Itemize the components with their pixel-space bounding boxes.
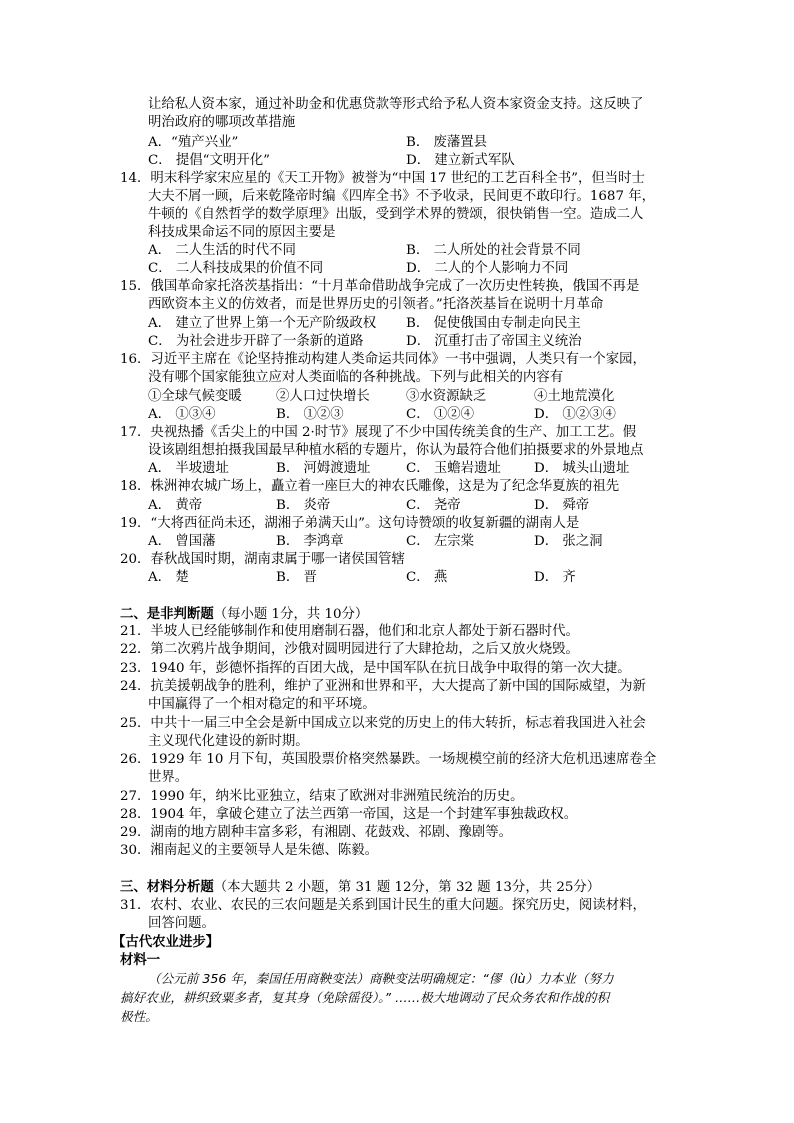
section-2-note: （每小题 1分，共 10分） <box>213 607 369 622</box>
q14-option-b: B． 二人所处的社会背景不同 <box>406 243 581 258</box>
q14-option-a: A． 二人生活的时代不同 <box>148 243 296 258</box>
material-1-line-3: 极性。 <box>120 1009 158 1024</box>
q20-option-c: C． 燕 <box>406 570 448 585</box>
q18-option-d: D． 舜帝 <box>534 498 590 513</box>
q14-option-d: D． 二人的个人影响力不同 <box>406 261 569 276</box>
q20-text-line-1: 20．春秋战国时期，湖南隶属于哪一诸侯国管辖 <box>120 552 405 567</box>
q13-option-d: D． 建立新式军队 <box>406 153 515 168</box>
q30-text: 30．湘南起义的主要领导人是朱德、陈毅。 <box>120 843 379 858</box>
q22-text: 22．第二次鸦片战争期间，沙俄对圆明园进行了大肆抢劫，之后又放火烧毁。 <box>120 642 579 657</box>
subheading-ancient-agriculture: 【古代农业进步】 <box>112 934 220 950</box>
q16-text-line-2: 没有哪个国家能独立应对人类面临的各种挑战。下列与此相关的内容有 <box>148 370 564 385</box>
q13-option-c: C． 提倡“文明开化” <box>148 153 270 168</box>
q16-item-2: ②人口过快增长 <box>276 389 370 404</box>
q23-text: 23．1940 年，彭德怀指挥的百团大战，是中国军队在抗日战争中取得的第一次大捷。 <box>120 661 631 676</box>
q20-option-d: D． 齐 <box>534 570 576 585</box>
q16-option-c: C． ①②④ <box>406 407 475 422</box>
section-2-title: 二、是非判断题 <box>120 606 214 622</box>
q13-text-line-1: 让给私人资本家，通过补助金和优惠贷款等形式给予私人资本家资金支持。这反映了 <box>148 97 644 112</box>
q27-text: 27．1990 年，纳米比亚独立，结束了欧洲对非洲殖民统治的历史。 <box>120 789 524 804</box>
section-3-note: （本大题共 2 小题，第 31 题 12分，第 32 题 13分，共 25分） <box>213 880 601 895</box>
section-3-heading <box>120 878 600 897</box>
q17-option-b: B． 河姆渡遗址 <box>276 461 371 476</box>
q26-text-line-1: 26．1929 年 10 月下旬，英国股票价格突然暴跌。一场规模空前的经济大危机迅速席卷全 <box>120 752 657 767</box>
q19-option-a: A． 曾国藩 <box>148 534 216 549</box>
q16-option-a: A． ①③④ <box>148 407 216 422</box>
q25-text-line-2: 主义现代化建设的新时期。 <box>148 734 309 749</box>
section-2-heading <box>120 605 368 624</box>
q31-text-line-2: 回答问题。 <box>148 916 215 931</box>
q16-option-d: D． ①②③④ <box>534 407 616 422</box>
q17-text-line-2: 设该剧组想拍摄我国最早种植水稻的专题片，你认为最符合他们拍摄要求的外景地点 <box>148 443 644 458</box>
q14-text-line-4: 科技成果命运不同的原因主要是 <box>148 225 336 240</box>
q13-text-line-2: 明治政府的哪项改革措施 <box>148 115 296 130</box>
q20-option-a: A． 楚 <box>148 570 189 585</box>
q16-option-b: B． ①②③ <box>276 407 344 422</box>
q16-item-3: ③水资源缺乏 <box>406 389 487 404</box>
q31-text-line-1: 31．农村、农业、农民的三农问题是关系到国计民生的重大问题。探究历史，阅读材料， <box>120 898 646 913</box>
q16-item-1: ①全球气候变暖 <box>148 389 242 404</box>
q15-text-line-1: 15．俄国革命家托洛茨基指出：“十月革命借助战争完成了一次历史性转换，俄国不再是 <box>120 279 640 294</box>
q24-text-line-1: 24．抗美援朝战争的胜利，维护了亚洲和世界和平，大大提高了新中国的国际威望，为新 <box>120 679 646 694</box>
q15-option-c: C． 为社会进步开辟了一条新的道路 <box>148 334 364 349</box>
q15-option-a: A． 建立了世界上第一个无产阶级政权 <box>148 316 377 331</box>
q28-text: 28．1904 年，拿破仑建立了法兰西第一帝国，这是一个封建军事独裁政权。 <box>120 807 578 822</box>
q15-text-line-2: 西欧资本主义的仿效者，而是世界历史的引领者。”托洛茨基旨在说明十月革命 <box>148 297 604 312</box>
q25-text-line-1: 25．中共十一届三中全会是新中国成立以来党的历史上的伟大转折，标志着我国进入社会 <box>120 716 646 731</box>
section-3-title: 三、材料分析题 <box>120 879 214 895</box>
q17-option-a: A． 半坡遗址 <box>148 461 229 476</box>
q14-text-line-3: 牛顿的《自然哲学的数学原理》出版，受到学术界的赞颂，很快销售一空。造成二人 <box>148 207 644 222</box>
q18-option-b: B． 炎帝 <box>276 498 331 513</box>
q24-text-line-2: 中国赢得了一个相对稳定的和平环境。 <box>148 697 376 712</box>
material-1-line-2: 搞好农业，耕织致粟多者，复其身（免除徭役）。” ……极大地调动了民众务农和作战的积 <box>120 990 610 1005</box>
q14-text-line-2: 大夫不屑一顾，后来乾隆帝时编《四库全书》不予收录，民间更不敢印行。1687 年， <box>148 189 656 204</box>
q18-option-c: C． 尧帝 <box>406 498 461 513</box>
q14-text-line-1: 14．明末科学家宋应星的《天工开物》被誉为“中国 17 世纪的工艺百科全书”，但当时士 <box>120 171 645 186</box>
q13-option-a: A．“殖产兴业” <box>148 135 239 150</box>
q19-text-line-1: 19．“大将西征尚未还，湖湘子弟满天山”。这句诗赞颂的收复新疆的湖南人是 <box>120 516 580 531</box>
q21-text: 21．半坡人已经能够制作和使用磨制石器，他们和北京人都处于新石器时代。 <box>120 624 579 639</box>
q19-option-b: B． 李鸿章 <box>276 534 344 549</box>
q16-item-4: ④土地荒漠化 <box>534 389 615 404</box>
q17-text-line-1: 17．央视热播《舌尖上的中国 2·时节》展现了不少中国传统美食的生产、加工工艺。假 <box>120 425 637 440</box>
material-1-label: 材料一 <box>120 952 161 968</box>
q26-text-line-2: 世界。 <box>148 770 189 785</box>
q19-option-c: C． 左宗棠 <box>406 534 475 549</box>
q19-option-d: D． 张之洞 <box>534 534 603 549</box>
q17-option-c: C． 玉蟾岩遗址 <box>406 461 501 476</box>
q15-option-d: D． 沉重打击了帝国主义统治 <box>406 334 582 349</box>
q18-text-line-1: 18．株洲神农城广场上，矗立着一座巨大的神农氏雕像，这是为了纪念华夏族的祖先 <box>120 479 620 494</box>
q15-option-b: B． 促使俄国由专制走向民主 <box>406 316 581 331</box>
q13-option-b: B． 废藩置县 <box>406 135 488 150</box>
q14-option-c: C． 二人科技成果的价值不同 <box>148 261 324 276</box>
q17-option-d: D． 城头山遗址 <box>534 461 630 476</box>
q16-text-line-1: 16．习近平主席在《论坚持推动构建人类命运共同体》一书中强调，人类只有一个家园， <box>120 352 646 367</box>
q18-option-a: A． 黄帝 <box>148 498 203 513</box>
q29-text: 29．湖南的地方剧种丰富多彩，有湘剧、花鼓戏、祁剧、豫剧等。 <box>120 825 512 840</box>
q20-option-b: B． 晋 <box>276 570 317 585</box>
material-1-line-1: （公元前 356 年，秦国任用商鞅变法）商鞅变法明确规定：“僇（lù）力本业（努力 <box>148 971 614 986</box>
